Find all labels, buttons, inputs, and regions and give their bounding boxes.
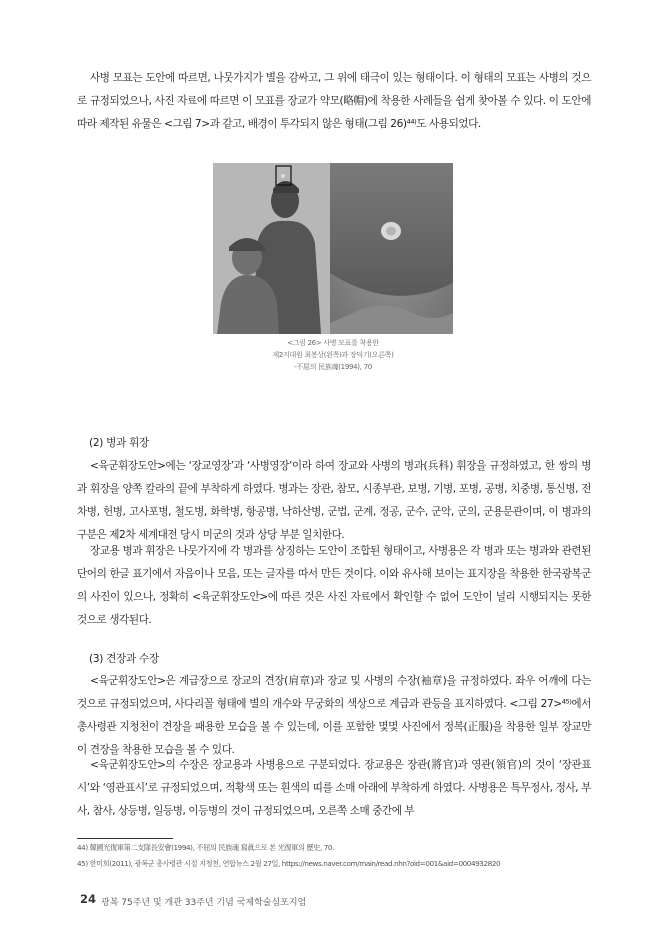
page-number: 24 bbox=[80, 892, 97, 906]
section-heading-2: (2) 병과 휘장 bbox=[89, 437, 149, 449]
figure-caption-line-1: <그림 26> 사병 모표를 착용한 bbox=[287, 339, 379, 347]
section-heading-3: (3) 견장과 수장 bbox=[89, 653, 159, 665]
paragraph-5: <육군휘장도안>의 수장은 장교용과 사병용으로 구분되었다. 장교용은 장관(將官)과 영관(領官)의 것이 ‘장관표시’와 ‘영관표시’로 규정되었으며, 적황색 또는 흰색의 띠를 소매 아래에 부착하게 하였다. 사병용은 특무정사, 정사, 부사, 참사, 상등병, 일등병, 이등병의 것이 규정되었으며, 오른쪽 소매 중간에 부 bbox=[77, 759, 591, 817]
paragraph-2: <육군휘장도안>에는 ‘장교영장’과 ‘사병영장’이라 하여 장교와 사병의 병과(兵科) 휘장을 규정하였고, 한 쌍의 병과 휘장을 양쪽 칼라의 끝에 부착하게 하였다. 병과는 장관, 참모, 시종부관, 보병, 기병, 포병, 공병, 치중병, 통신병, 전차병, 헌병, 고사포병, 철도병, 화학병, 항공병, 낙하산병, 군법, 군계, 정공, 군수, 군악, 군의, 군용문관이며, 이 병과의 구분은 제2차 세계대전 당시 미군의 것과 상당 부분 일치한다. bbox=[77, 460, 591, 541]
running-footer-title: 광복 75주년 및 개관 33주년 기념 국제학술심포지엄 bbox=[101, 898, 307, 908]
figure-caption-line-3: -不屈의 民族魂(1994), 70 bbox=[294, 363, 372, 371]
paragraph-1: 사병 모표는 도안에 따르면, 나뭇가지가 별을 감싸고, 그 위에 태극이 있는 형태이다. 이 형태의 모표는 사병의 것으로 규정되었으나, 사진 자료에 따르면 이 모표를 장교가 약모(略帽)에 착용한 사례들을 쉽게 찾아볼 수 있다. 이 도안에 따라 제작된 유물은 <그림 7>과 같고, 배경이 투각되지 않은 형태(그림 26)⁴⁴⁾도 사용되었다. bbox=[77, 72, 591, 130]
footnote-45: 45) 한미희(2011), 광복군 총사령관 시절 지청천, 연합뉴스 2월 27일, https://news.naver.com/main/read.nhn?oid=001&aid=0004932820 bbox=[77, 859, 501, 868]
figure-26-photos bbox=[213, 163, 453, 334]
paragraph-3: 장교용 병과 휘장은 나뭇가지에 각 병과를 상징하는 도안이 조합된 형태이고, 사병용은 각 병과 또는 병과와 관련된 단어의 한글 표기에서 자음이나 모음, 또는 글자를 따서 만든 것이다. 이와 유사해 보이는 표지장을 착용한 한국광복군의 사진이 있으나, 정확히 <육군휘장도안>에 따른 것은 사진 자료에서 확인할 수 없어 도안이 널리 시행되지는 못한 것으로 생각된다. bbox=[77, 545, 591, 626]
footnote-44: 44) 韓國光復軍第二支隊長安會(1994), 不屈의 民族魂 寫眞으로 본 光復軍의 歷史, 70. bbox=[77, 843, 334, 852]
figure-26-photo-pair bbox=[213, 163, 453, 334]
paragraph-4: <육군휘장도안>은 계급장으로 장교의 견장(肩章)과 장교 및 사병의 수장(袖章)을 규정하였다. 좌우 어깨에 다는 것으로 규정되었으며, 사다리꼴 형태에 별의 개수와 무궁화의 색상으로 계급과 관등을 표지하였다. <그림 27>⁴⁵⁾에서 총사령관 지청천이 견장을 패용한 모습을 볼 수 있는데, 이를 포함한 몇몇 사진에서 정복(正服)을 착용한 일부 장교만이 견장을 착용한 모습을 볼 수 있다. bbox=[77, 675, 591, 756]
figure-caption-line-2: 제2지대원 최봉상(왼쪽)과 장덕기(오른쪽) bbox=[272, 351, 394, 359]
footnote-divider bbox=[77, 838, 173, 839]
cap-badge-closeup bbox=[381, 222, 401, 240]
